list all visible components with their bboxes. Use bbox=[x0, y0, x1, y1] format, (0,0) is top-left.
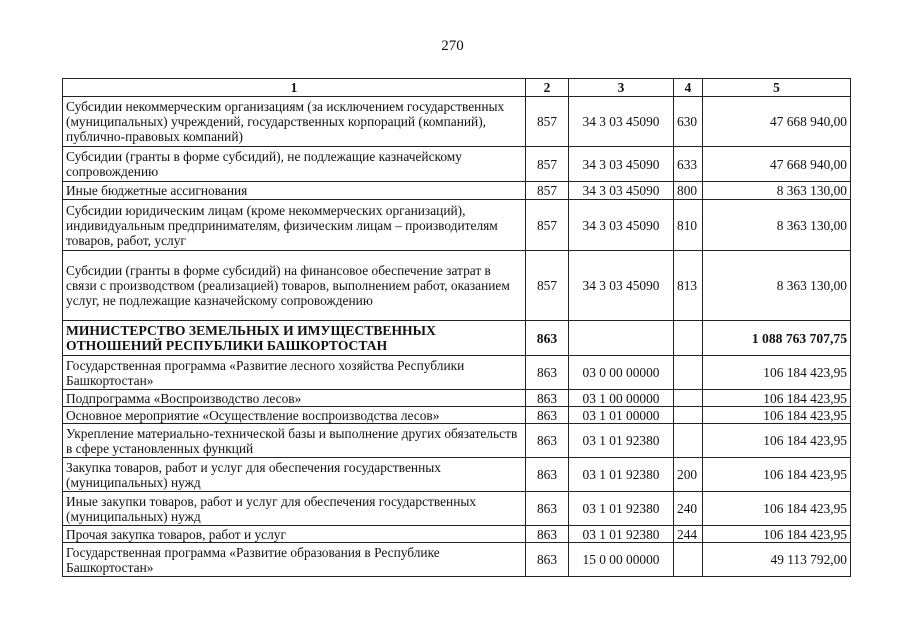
row-code: 863 bbox=[526, 458, 569, 492]
row-type: 810 bbox=[674, 200, 703, 251]
row-name: Субсидии (гранты в форме субсидий), не подлежащие казначейскому сопровождению bbox=[63, 147, 526, 182]
row-name: Укрепление материально-технической базы и выполнение других обязательств в сфере установленных функций bbox=[63, 424, 526, 458]
row-type: 800 bbox=[674, 182, 703, 200]
row-amount: 106 184 423,95 bbox=[703, 526, 851, 543]
row-amount: 47 668 940,00 bbox=[703, 97, 851, 147]
row-amount: 106 184 423,95 bbox=[703, 407, 851, 424]
row-amount: 106 184 423,95 bbox=[703, 492, 851, 526]
row-target: 03 0 00 00000 bbox=[569, 356, 674, 390]
row-name: Государственная программа «Развитие образования в Республике Башкортостан» bbox=[63, 543, 526, 577]
table-row bbox=[63, 424, 851, 458]
budget-table bbox=[62, 78, 851, 577]
row-amount: 8 363 130,00 bbox=[703, 251, 851, 321]
column-header-3: 3 bbox=[569, 79, 674, 97]
row-name: Основное мероприятие «Осуществление воспроизводства лесов» bbox=[63, 407, 526, 424]
table-row bbox=[63, 390, 851, 407]
row-type bbox=[674, 356, 703, 390]
row-amount: 1 088 763 707,75 bbox=[703, 321, 851, 356]
row-target: 34 3 03 45090 bbox=[569, 97, 674, 147]
row-name: Прочая закупка товаров, работ и услуг bbox=[63, 526, 526, 543]
row-type bbox=[674, 424, 703, 458]
table-header-row bbox=[63, 79, 851, 97]
row-type bbox=[674, 407, 703, 424]
table-row bbox=[63, 182, 851, 200]
row-type: 630 bbox=[674, 97, 703, 147]
row-target: 34 3 03 45090 bbox=[569, 200, 674, 251]
row-type bbox=[674, 390, 703, 407]
row-type: 633 bbox=[674, 147, 703, 182]
row-code: 857 bbox=[526, 200, 569, 251]
row-name: Субсидии (гранты в форме субсидий) на финансовое обеспечение затрат в связи с производством (реализацией) товаров, выполнением работ, оказанием услуг, не подлежащие казначейскому сопровождению bbox=[63, 251, 526, 321]
row-target bbox=[569, 321, 674, 356]
row-code: 857 bbox=[526, 147, 569, 182]
row-amount: 106 184 423,95 bbox=[703, 390, 851, 407]
row-type: 200 bbox=[674, 458, 703, 492]
table-row bbox=[63, 458, 851, 492]
row-code: 863 bbox=[526, 390, 569, 407]
row-amount: 106 184 423,95 bbox=[703, 458, 851, 492]
row-target: 03 1 01 92380 bbox=[569, 424, 674, 458]
row-code: 863 bbox=[526, 526, 569, 543]
row-target: 03 1 00 00000 bbox=[569, 390, 674, 407]
table-row bbox=[63, 200, 851, 251]
row-target: 03 1 01 92380 bbox=[569, 526, 674, 543]
table-row bbox=[63, 356, 851, 390]
table-row bbox=[63, 407, 851, 424]
row-name: Закупка товаров, работ и услуг для обеспечения государственных (муниципальных) нужд bbox=[63, 458, 526, 492]
row-code: 857 bbox=[526, 251, 569, 321]
row-target: 34 3 03 45090 bbox=[569, 182, 674, 200]
column-header-2: 2 bbox=[526, 79, 569, 97]
row-target: 34 3 03 45090 bbox=[569, 251, 674, 321]
table-row bbox=[63, 543, 851, 577]
table-row bbox=[63, 147, 851, 182]
table-row bbox=[63, 526, 851, 543]
table-row bbox=[63, 97, 851, 147]
row-name: МИНИСТЕРСТВО ЗЕМЕЛЬНЫХ И ИМУЩЕСТВЕННЫХ ОТНОШЕНИЙ РЕСПУБЛИКИ БАШКОРТОСТАН bbox=[63, 321, 526, 356]
row-amount: 8 363 130,00 bbox=[703, 182, 851, 200]
row-amount: 8 363 130,00 bbox=[703, 200, 851, 251]
row-code: 863 bbox=[526, 321, 569, 356]
row-type: 240 bbox=[674, 492, 703, 526]
row-amount: 106 184 423,95 bbox=[703, 356, 851, 390]
row-amount: 47 668 940,00 bbox=[703, 147, 851, 182]
row-amount: 106 184 423,95 bbox=[703, 424, 851, 458]
table-row bbox=[63, 251, 851, 321]
page-number: 270 bbox=[441, 38, 464, 54]
row-target: 03 1 01 92380 bbox=[569, 458, 674, 492]
row-name: Подпрограмма «Воспроизводство лесов» bbox=[63, 390, 526, 407]
column-header-1: 1 bbox=[63, 79, 526, 97]
row-name: Субсидии юридическим лицам (кроме некоммерческих организаций), индивидуальным предпринимателям, физическим лицам – производителям товаров, работ, услуг bbox=[63, 200, 526, 251]
row-name: Субсидии некоммерческим организациям (за исключением государственных (муниципальных) учреждений, государственных корпораций (компаний), публично-правовых компаний) bbox=[63, 97, 526, 147]
row-code: 857 bbox=[526, 97, 569, 147]
row-code: 863 bbox=[526, 407, 569, 424]
table-row-ministry bbox=[63, 321, 851, 356]
row-code: 863 bbox=[526, 492, 569, 526]
row-name: Иные бюджетные ассигнования bbox=[63, 182, 526, 200]
row-code: 857 bbox=[526, 182, 569, 200]
row-code: 863 bbox=[526, 356, 569, 390]
row-type bbox=[674, 321, 703, 356]
row-type: 813 bbox=[674, 251, 703, 321]
table-row bbox=[63, 492, 851, 526]
row-amount: 49 113 792,00 bbox=[703, 543, 851, 577]
row-code: 863 bbox=[526, 543, 569, 577]
row-target: 34 3 03 45090 bbox=[569, 147, 674, 182]
column-header-5: 5 bbox=[703, 79, 851, 97]
row-type: 244 bbox=[674, 526, 703, 543]
column-header-4: 4 bbox=[674, 79, 703, 97]
row-target: 03 1 01 92380 bbox=[569, 492, 674, 526]
row-name: Иные закупки товаров, работ и услуг для обеспечения государственных (муниципальных) нужд bbox=[63, 492, 526, 526]
row-code: 863 bbox=[526, 424, 569, 458]
row-type bbox=[674, 543, 703, 577]
row-target: 03 1 01 00000 bbox=[569, 407, 674, 424]
row-name: Государственная программа «Развитие лесного хозяйства Республики Башкортостан» bbox=[63, 356, 526, 390]
row-target: 15 0 00 00000 bbox=[569, 543, 674, 577]
